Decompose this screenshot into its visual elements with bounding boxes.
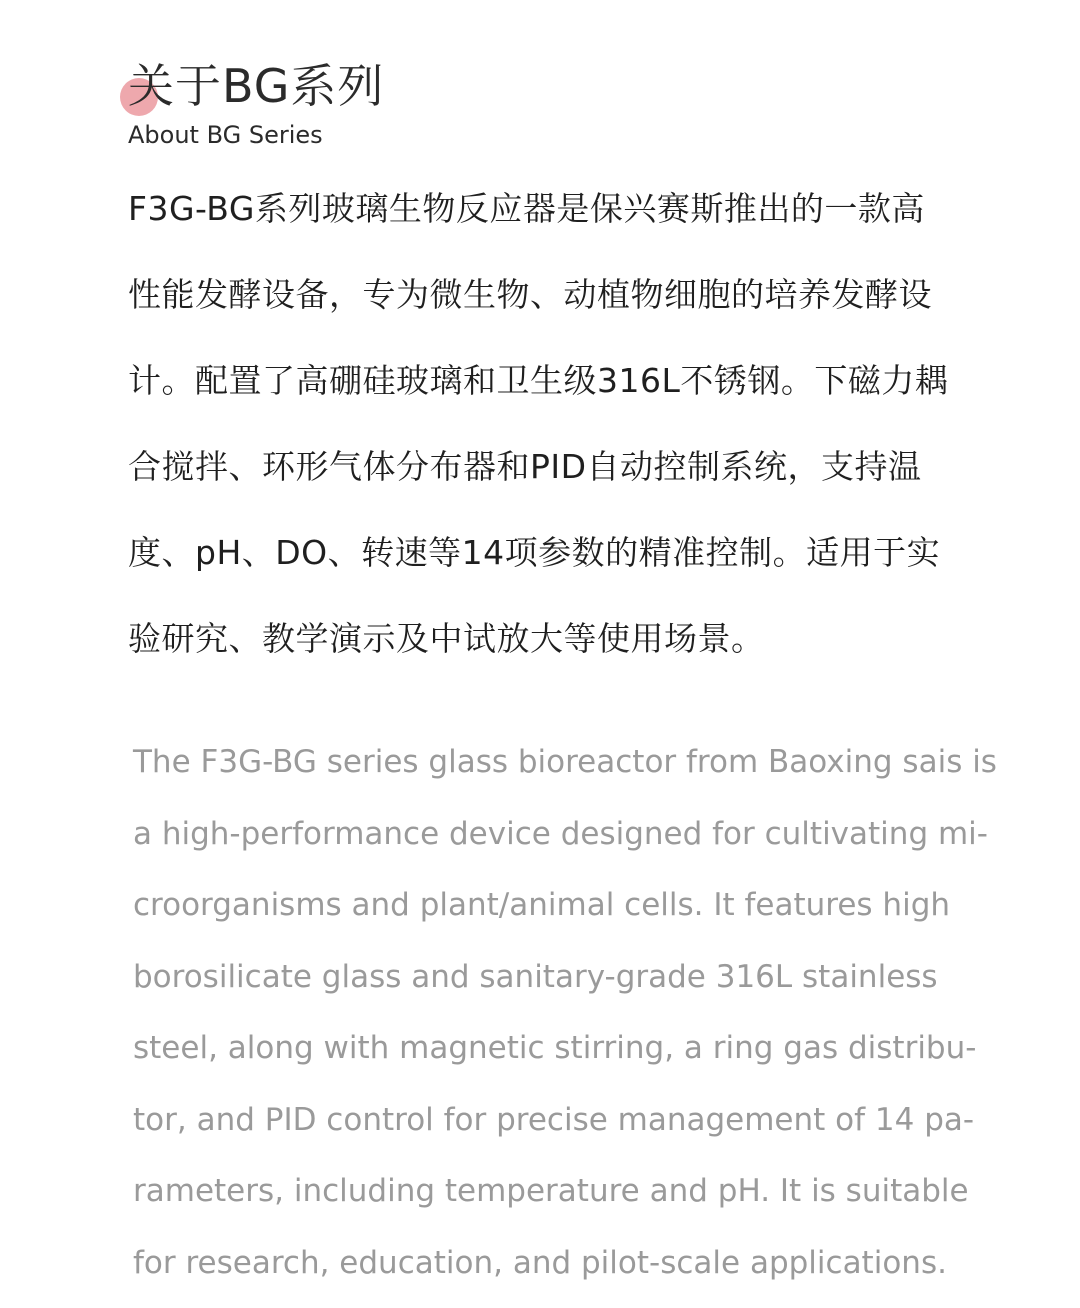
description-en-line: steel, along with magnetic stirring, a ring gas distribu- bbox=[133, 1030, 977, 1066]
description-en-line: borosilicate glass and sanitary-grade 316L stainless bbox=[133, 958, 938, 995]
description-en-line: The F3G-BG series glass bioreactor from Baoxing sais is bbox=[133, 744, 997, 780]
description-en-line: tor, and PID control for precise management of 14 pa- bbox=[133, 1101, 975, 1138]
description-cn-line: 计。配置了高硼硅玻璃和卫生级316L不锈钢。下磁力耦 bbox=[128, 361, 949, 400]
page-subtitle-en: About BG Series bbox=[128, 121, 323, 149]
description-en-line: a high-performance device designed for cultivating mi- bbox=[133, 815, 988, 852]
description-en bbox=[133, 736, 997, 1308]
description-cn-line: 合搅拌、环形气体分布器和PID自动控制系统，支持温 bbox=[128, 447, 922, 486]
section-heading bbox=[128, 56, 948, 152]
description-en-line: rameters, including temperature and pH. It is suitable bbox=[133, 1173, 969, 1209]
page-title-cn: 关于BG系列 bbox=[128, 59, 385, 113]
description-en-line: croorganisms and plant/animal cells. It features high bbox=[133, 887, 951, 923]
description-cn-line: 验研究、教学演示及中试放大等使用场景。 bbox=[128, 619, 765, 658]
description-cn-line: 性能发酵设备，专为微生物、动植物细胞的培养发酵设 bbox=[128, 275, 932, 314]
description-cn-line: F3G-BG系列玻璃生物反应器是保兴赛斯推出的一款高 bbox=[128, 189, 925, 228]
description-cn-line: 度、pH、DO、转速等14项参数的精准控制。适用于实 bbox=[128, 533, 941, 572]
description-cn bbox=[128, 182, 978, 698]
description-en-line: for research, education, and pilot-scale applications. bbox=[133, 1244, 947, 1281]
